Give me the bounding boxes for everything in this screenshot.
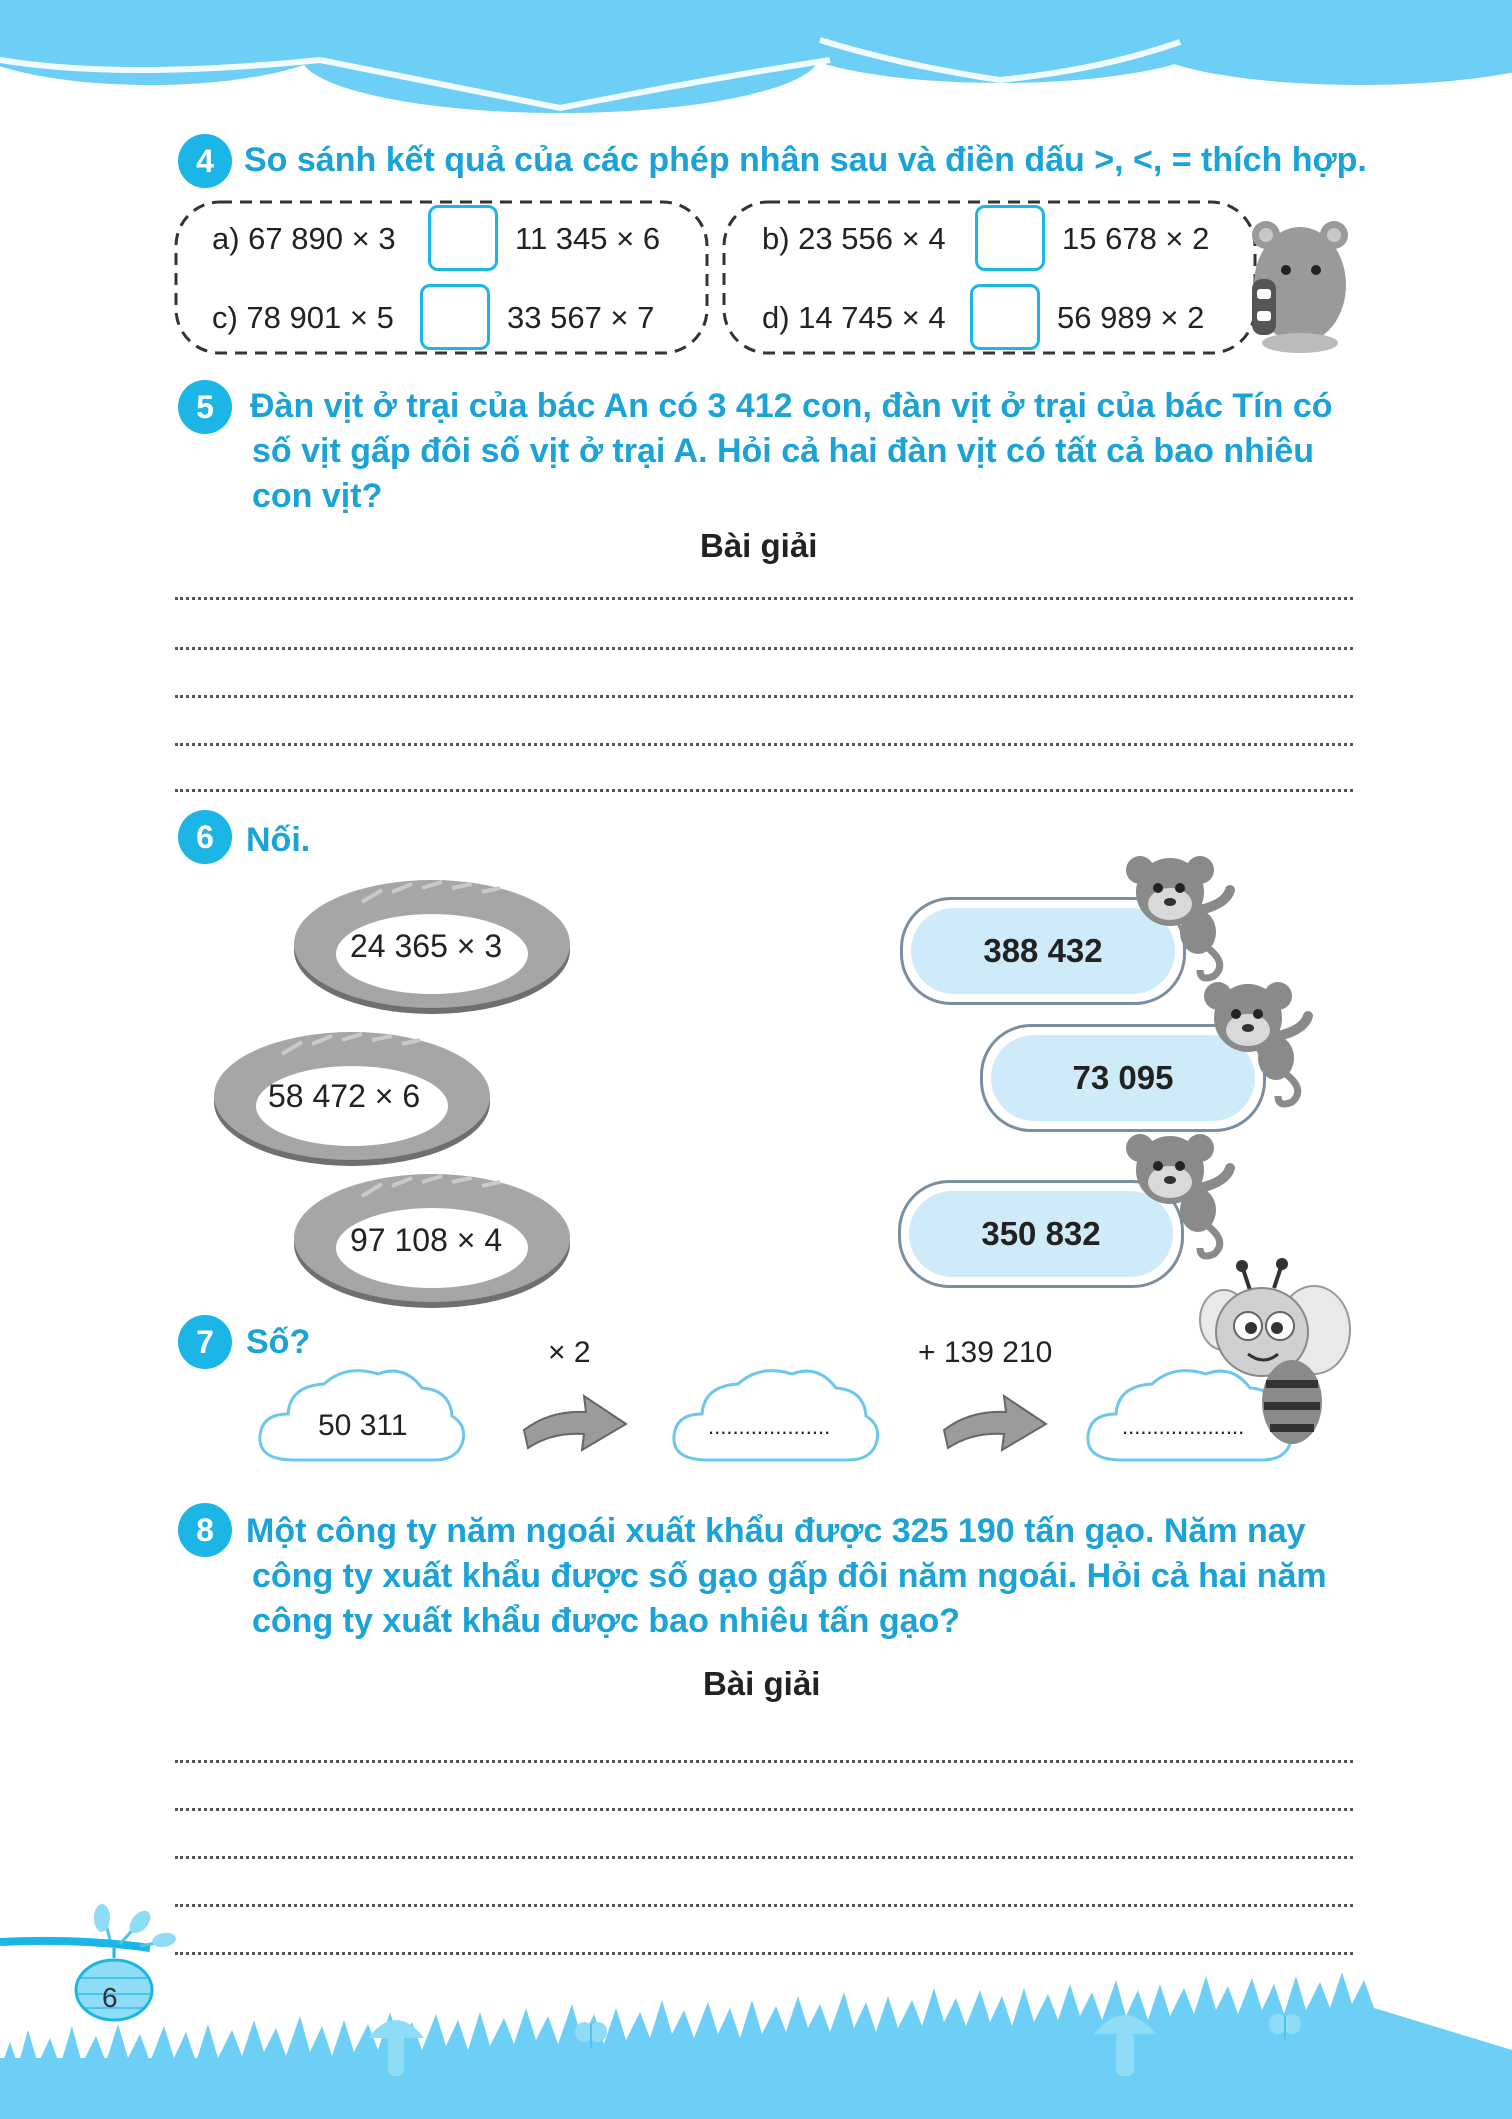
monkey-icon xyxy=(1118,852,1238,982)
q8-answer-line-1[interactable] xyxy=(175,1760,1353,1763)
compare-b-answer-box[interactable] xyxy=(975,205,1045,271)
question-8-badge: 8 xyxy=(178,1503,232,1557)
compare-c-answer-box[interactable] xyxy=(420,284,490,350)
q5-answer-line-5[interactable] xyxy=(175,789,1353,792)
monkey-icon xyxy=(1118,1130,1238,1260)
cloud-start-value: 50 311 xyxy=(318,1409,408,1442)
question-6-badge: 6 xyxy=(178,810,232,864)
compare-b-left: b) 23 556 × 4 xyxy=(762,221,946,256)
question-5-line-3: con vịt? xyxy=(252,477,383,515)
compare-d-left: d) 14 745 × 4 xyxy=(762,300,946,335)
question-8-solution-heading: Bài giải xyxy=(703,1665,821,1702)
operation-1: × 2 xyxy=(548,1336,591,1369)
hippo-icon xyxy=(1248,215,1358,355)
butterfly-icon xyxy=(574,2020,608,2050)
compare-d-answer-box[interactable] xyxy=(970,284,1040,350)
sky-banner xyxy=(0,0,1512,120)
q8-answer-line-3[interactable] xyxy=(175,1856,1353,1859)
cloud-blank-2[interactable]: .................... xyxy=(1122,1414,1245,1439)
result-value-3: 350 832 xyxy=(981,1215,1101,1252)
arrow-icon xyxy=(940,1392,1050,1454)
compare-a-answer-box[interactable] xyxy=(428,205,498,271)
question-5-badge: 5 xyxy=(178,380,232,434)
question-5-line-2: số vịt gấp đôi số vịt ở trại A. Hỏi cả hai đàn vịt có tất cả bao nhiêu xyxy=(252,432,1314,470)
mushroom-icon xyxy=(1092,2004,1158,2080)
compare-a-right: 11 345 × 6 xyxy=(515,221,661,256)
page-number: 6 xyxy=(102,1982,118,2013)
question-4-badge: 4 xyxy=(178,134,232,188)
operation-2: + 139 210 xyxy=(918,1336,1053,1369)
monkey-icon xyxy=(1196,978,1316,1108)
bee-icon xyxy=(1196,1260,1356,1460)
cloud-blank-1[interactable]: .................... xyxy=(708,1414,831,1439)
question-7-text: Số? xyxy=(246,1323,311,1361)
question-8-line-1: Một công ty năm ngoái xuất khẩu được 325 190 tấn gạo. Năm nay xyxy=(246,1512,1306,1550)
question-5-solution-heading: Bài giải xyxy=(700,527,818,564)
question-8-line-2: công ty xuất khẩu được số gạo gấp đôi năm ngoái. Hỏi cả hai năm xyxy=(252,1557,1327,1595)
compare-a-left: a) 67 890 × 3 xyxy=(212,221,396,256)
question-4-text: So sánh kết quả của các phép nhân sau và điền dấu >, <, = thích hợp. xyxy=(244,141,1367,179)
question-6-text: Nối. xyxy=(246,821,311,859)
q8-answer-line-4[interactable] xyxy=(175,1904,1353,1907)
arrow-icon xyxy=(520,1392,630,1454)
compare-c-left: c) 78 901 × 5 xyxy=(212,300,394,335)
q8-answer-line-2[interactable] xyxy=(175,1808,1353,1811)
q5-answer-line-4[interactable] xyxy=(175,743,1353,746)
tire-expression-3[interactable]: 97 108 × 4 xyxy=(350,1222,503,1258)
tire-expression-1[interactable]: 24 365 × 3 xyxy=(350,928,503,964)
compare-d-right: 56 989 × 2 xyxy=(1057,300,1205,335)
result-value-1: 388 432 xyxy=(983,932,1103,969)
q8-answer-line-5[interactable] xyxy=(175,1952,1353,1955)
compare-c-right: 33 567 × 7 xyxy=(507,300,655,335)
q5-answer-line-2[interactable] xyxy=(175,647,1353,650)
question-8-line-3: công ty xuất khẩu được bao nhiêu tấn gạo? xyxy=(252,1602,961,1640)
mushroom-icon xyxy=(366,2010,426,2080)
q5-answer-line-3[interactable] xyxy=(175,695,1353,698)
compare-b-right: 15 678 × 2 xyxy=(1062,221,1210,256)
butterfly-icon xyxy=(1268,2012,1302,2042)
tire-expression-2[interactable]: 58 472 × 6 xyxy=(268,1078,421,1114)
question-7-badge: 7 xyxy=(178,1315,232,1369)
question-5-line-1: Đàn vịt ở trại của bác An có 3 412 con, đàn vịt ở trại của bác Tín có xyxy=(250,387,1333,425)
result-value-2: 73 095 xyxy=(1072,1059,1174,1096)
q5-answer-line-1[interactable] xyxy=(175,597,1353,600)
